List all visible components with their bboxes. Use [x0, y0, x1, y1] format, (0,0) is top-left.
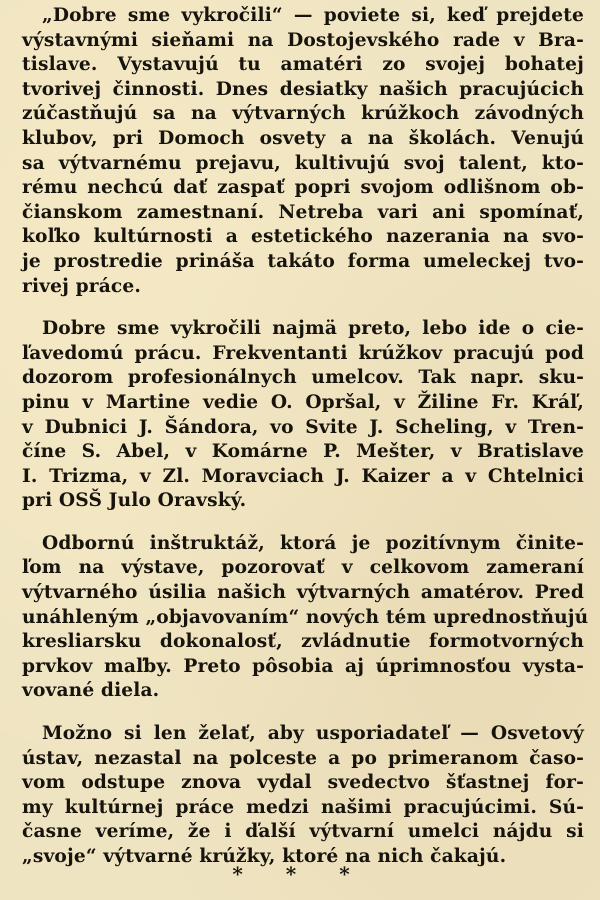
text-line: časne veríme, že i ďalší výtvarní umelci nájdu si: [22, 821, 584, 843]
text-line: zúčastňujú sa na výtvarných krúžkoch závodných: [22, 103, 584, 125]
paragraph-3: [22, 532, 589, 704]
article-column: [22, 4, 589, 888]
text-line: klubov, pri Domoch osvety a na školách. Venujú: [22, 127, 584, 149]
text-line: „svoje“ výtvarné krúžky, ktoré na nich čakajú.: [22, 846, 507, 867]
paragraph-4: [22, 722, 584, 870]
text-line: Odbornú inštruktáž, ktorá je pozitívnym činite-: [42, 532, 584, 554]
text-line: výstavnými sieňami na Dostojevského rade v Bra-: [22, 29, 584, 51]
text-line: pri OSŠ Julo Oravský.: [22, 490, 247, 512]
text-line: Dobre sme vykročili najmä preto, lebo ide o cie-: [42, 318, 584, 340]
text-line: Možno si len želať, aby usporiadateľ — Osvetový: [42, 723, 584, 745]
text-line: „Dobre sme vykročili“ — poviete si, keď prejdete: [42, 5, 584, 26]
text-line: je prostredie prináša takáto forma umeleckej tvo-: [22, 250, 584, 272]
paragraph-1: [22, 4, 584, 299]
text-line: kresliarsku dokonalosť, zvládnutie formotvorných: [22, 631, 584, 653]
text-line: unáhleným „objavovaním“ nových tém uprednostňujú: [22, 606, 589, 628]
text-line: tislave. Vystavujú tu amatéri zo svojej bohatej: [22, 54, 584, 76]
text-line: my kultúrnej práce medzi našimi pracujúcimi. Sú-: [22, 796, 584, 818]
text-line: ľom na výstave, pozorovať v celkovom zameraní: [22, 557, 584, 579]
text-line: vom odstupe znova vydal svedectvo šťastnej for-: [22, 772, 584, 794]
text-line: ústav, nezastal na polceste a po primeranom časo-: [22, 747, 584, 769]
text-line: vované diela.: [22, 680, 160, 702]
text-line: v Dubnici J. Šándora, vo Svite J. Scheling, v Tren-: [22, 416, 584, 438]
text-line: rému nechcú dať zaspať popri svojom odlišnom ob-: [22, 177, 584, 199]
text-line: výtvarného úsilia našich výtvarných amatérov. Pred: [22, 582, 584, 604]
text-line: dozorom profesionálnych umelcov. Tak napr. sku-: [22, 367, 584, 389]
text-line: pinu v Martine vedie O. Opršal, v Žiline Fr. Kráľ,: [22, 391, 584, 413]
text-line: koľko kultúrnosti a estetického nazerania na svo-: [22, 226, 584, 248]
text-line: čianskom zamestnaní. Netreba vari ani spomínať,: [22, 201, 584, 223]
text-line: rivej práce.: [22, 275, 141, 297]
text-line: I. Trizma, v Zl. Moravciach J. Kaizer a v Chtelnici: [22, 465, 584, 487]
text-line: tvorivej činnosti. Dnes desiatky našich pracujúcich: [22, 78, 584, 100]
text-line: prvkov maľby. Preto pôsobia aj úprimnosťou vysta-: [22, 655, 584, 677]
text-line: číne S. Abel, v Komárne P. Mešter, v Bratislave: [22, 441, 584, 463]
text-line: sa výtvarnému prejavu, kultivujú svoj talent, kto-: [22, 152, 584, 174]
paragraph-2: [22, 317, 584, 514]
section-separator: * * *: [232, 862, 368, 886]
text-line: ľavedomú prácu. Frekventanti krúžkov pracujú pod: [22, 342, 584, 364]
